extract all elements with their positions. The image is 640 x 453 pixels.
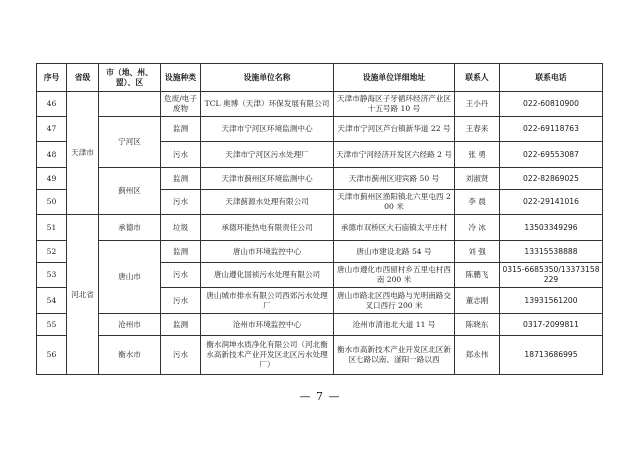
table-row: [37, 336, 603, 375]
header-phone: 联系电话: [500, 64, 603, 92]
cell-no: 49: [37, 168, 67, 190]
cell-no: 52: [37, 241, 67, 263]
cell-province-hebei: 河北省: [67, 215, 99, 375]
cell-name: 承德环能热电有限责任公司: [201, 215, 334, 241]
cell-type: 污水: [161, 190, 201, 215]
cell-phone: 022-29141016: [500, 190, 603, 215]
header-name: 设施单位名称: [201, 64, 334, 92]
cell-phone: 18713686995: [500, 336, 603, 375]
page-number: — 7 —: [299, 390, 341, 403]
table-row: [37, 314, 603, 336]
cell-type: 污水: [161, 336, 201, 375]
cell-type: 监测: [161, 314, 201, 336]
header-address: 设施单位详细地址: [334, 64, 455, 92]
cell-type: 垃圾: [161, 215, 201, 241]
cell-type: 污水: [161, 288, 201, 314]
cell-type: 污水: [161, 142, 201, 168]
table-header-row: [37, 64, 603, 92]
table-row: [37, 215, 603, 241]
cell-no: 54: [37, 288, 67, 314]
cell-name: 衡水润坤水质净化有限公司（河北衡水高新技术产业开发区北区污水处理厂）: [201, 336, 334, 375]
cell-address: 天津市宁河经济开发区六经路 2 号: [334, 142, 455, 168]
cell-contact: 张 勇: [455, 142, 500, 168]
cell-name: 天津市宁河区环境监测中心: [201, 117, 334, 142]
header-province: 省级: [67, 64, 99, 92]
cell-no: 53: [37, 263, 67, 288]
cell-contact: 刘 强: [455, 241, 500, 263]
header-type: 设施种类: [161, 64, 201, 92]
cell-contact: 李 晨: [455, 190, 500, 215]
cell-no: 51: [37, 215, 67, 241]
cell-contact: 王春来: [455, 117, 500, 142]
cell-city-jizhou: 蓟州区: [99, 168, 161, 215]
cell-name: 天津市宁河区污水处理厂: [201, 142, 334, 168]
cell-no: 48: [37, 142, 67, 168]
table-row: [37, 117, 603, 142]
cell-city-tangshan: 唐山市: [99, 241, 161, 314]
header-city: 市（地、州、盟）、区: [99, 64, 161, 92]
cell-no: 56: [37, 336, 67, 375]
cell-contact: 刘淑贤: [455, 168, 500, 190]
facility-table-page: [36, 63, 602, 375]
header-contact: 联系人: [455, 64, 500, 92]
cell-name: 唐山城市排水有限公司西郊污水处理厂: [201, 288, 334, 314]
cell-phone: 022-60810900: [500, 92, 603, 117]
cell-city: [99, 92, 161, 117]
cell-phone: 022-82869025: [500, 168, 603, 190]
cell-city: 承德市: [99, 215, 161, 241]
cell-address: 天津市静海区子牙循环经济产业区十五号路 10 号: [334, 92, 455, 117]
cell-contact: 冷 冰: [455, 215, 500, 241]
cell-contact: 郑永伟: [455, 336, 500, 375]
cell-city: 衡水市: [99, 336, 161, 375]
facility-table: [36, 63, 603, 375]
cell-phone: 0317-2099811: [500, 314, 603, 336]
cell-type: 监测: [161, 168, 201, 190]
cell-contact: 王小丹: [455, 92, 500, 117]
cell-address: 唐山市遵化市西留村乡五里屯村西南 200 米: [334, 263, 455, 288]
cell-province-tianjin: 天津市: [67, 92, 99, 215]
cell-no: 50: [37, 190, 67, 215]
cell-contact: 董志刚: [455, 288, 500, 314]
cell-city: 沧州市: [99, 314, 161, 336]
cell-no: 55: [37, 314, 67, 336]
cell-address: 唐山市建设北路 54 号: [334, 241, 455, 263]
table-row: [37, 92, 603, 117]
cell-phone: 022-69118763: [500, 117, 603, 142]
cell-address: 沧州市清池北大道 11 号: [334, 314, 455, 336]
cell-phone: 0315-6685350/13373158229: [500, 263, 603, 288]
cell-address: 唐山市路北区西电路与光明南路交叉口西行 200 米: [334, 288, 455, 314]
cell-name: 天津市蓟州区环境监测中心: [201, 168, 334, 190]
cell-address: 承德市双桥区大石庙镇太平庄村: [334, 215, 455, 241]
table-row: [37, 168, 603, 190]
cell-name: TCL 奥博（天津）环保发展有限公司: [201, 92, 334, 117]
cell-type: 监测: [161, 241, 201, 263]
cell-address: 天津市宁河区芦台镇新华道 22 号: [334, 117, 455, 142]
cell-type: 危废/电子废物: [161, 92, 201, 117]
cell-name: 唐山市环境监控中心: [201, 241, 334, 263]
cell-address: 衡水市高新技术产业开发区北区新区七路以南、滏阳一路以西: [334, 336, 455, 375]
cell-address: 天津市蓟州区渔阳镇北六里屯西 200 米: [334, 190, 455, 215]
cell-name: 沧州市环境监控中心: [201, 314, 334, 336]
cell-no: 46: [37, 92, 67, 117]
cell-contact: 陈晓东: [455, 314, 500, 336]
cell-contact: 陈鹏飞: [455, 263, 500, 288]
cell-address: 天津市蓟州区迎宾路 50 号: [334, 168, 455, 190]
cell-phone: 13503349296: [500, 215, 603, 241]
header-no: 序号: [37, 64, 67, 92]
cell-phone: 13315538888: [500, 241, 603, 263]
cell-name: 天津蓟源水处理有限公司: [201, 190, 334, 215]
table-row: [37, 241, 603, 263]
cell-name: 唐山遵化国祯污水处理有限公司: [201, 263, 334, 288]
cell-no: 47: [37, 117, 67, 142]
cell-phone: 13931561200: [500, 288, 603, 314]
cell-type: 污水: [161, 263, 201, 288]
cell-phone: 022-69553087: [500, 142, 603, 168]
cell-type: 监测: [161, 117, 201, 142]
cell-city-ninghe: 宁河区: [99, 117, 161, 168]
